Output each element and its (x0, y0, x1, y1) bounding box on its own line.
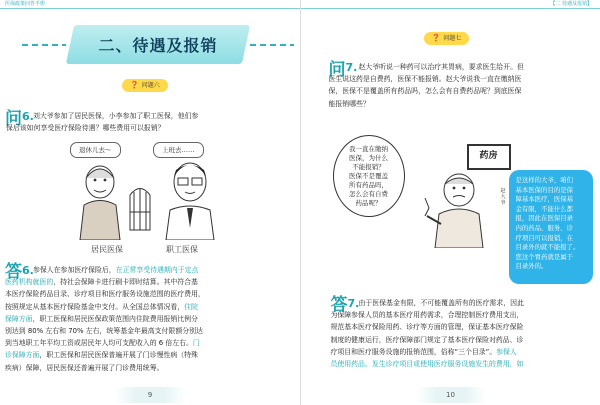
top-rule (0, 8, 300, 9)
answer-line (331, 346, 597, 358)
answer-number: 6. (22, 264, 34, 277)
answer-mark: 答 (5, 262, 22, 282)
answer-text-run: 参保人在参加医疗保险后， (33, 266, 116, 274)
doctor-reply-line: 基本医保的目的是保 (515, 185, 574, 194)
answer-text-run: 由于医保基金有限，不可能覆盖所有的医疗需求，因此 (358, 299, 524, 307)
question-mark: 问 (328, 60, 346, 80)
doctor-reply-line: 目录外的就不能报了。 (515, 243, 580, 252)
question-line: 医生说这药是自费药，医保不能报销。赵大爷说我一直在缴纳医 (328, 75, 522, 84)
question-line: 刘大爷参加了居民医保，小李参加了职工医保，他们参 (33, 112, 199, 120)
grandpa-label: 赵大爷 (500, 188, 506, 206)
answer-line (5, 349, 295, 361)
question-line: 能报销哪些？ (328, 99, 370, 108)
speech-bubble-left: 退休儿去～ (70, 142, 121, 158)
question-tag (424, 32, 470, 45)
answer-line (331, 297, 597, 309)
answer-line (5, 276, 295, 288)
highlighted-text: 住院 (184, 302, 198, 311)
answer-line (331, 321, 597, 333)
answer-text-run: 按照规定从基本医疗保险基金中支付。从全国总体情况看， (5, 302, 185, 311)
grandpa-zhao-illustration (419, 168, 497, 248)
doctor-speech-box (509, 170, 593, 284)
answer-text-run: 制度的健康运行，医疗保障部门规定了基本医疗保险对药品、诊 (330, 335, 524, 344)
question-text (328, 61, 599, 110)
pharmacy-sign: 药房 (467, 144, 511, 170)
answer-text-run: 疗项目和医疗服务设施的报销范围，俗称“三个目录”。 (330, 347, 497, 356)
answer-text (331, 297, 597, 370)
question-number: 6. (22, 110, 34, 123)
answer-line (5, 288, 295, 300)
thought-line: 药品呢？ (355, 198, 382, 207)
answer-text-run: 别达到 80% 左右和 70% 左右，统筹基金年最高支付限额分别达 (5, 327, 203, 336)
right-page (301, 0, 600, 405)
thought-line: 我一直在缴纳 (349, 144, 388, 153)
thought-line: 医保不是覆盖 (349, 171, 388, 180)
answer-text (5, 264, 295, 374)
answer-line (331, 309, 597, 321)
question-line: 保，医保不是覆盖所有药品吗，怎么会有自费药品呢？到底医保 (328, 87, 522, 96)
old-man-with-birdcage-illustration (70, 160, 160, 240)
question-tag-label: 问题六 (141, 82, 160, 89)
question-text (6, 110, 295, 134)
title-dash-right (250, 44, 294, 46)
question-tag (122, 79, 168, 92)
question-line: 赵大爷听说一种药可以治疗其胃病，要求医生给开。但 (358, 63, 524, 71)
doctor-reply-line: 目录外的。 (515, 262, 548, 271)
speech-bubble-right: 上班去…… (153, 142, 204, 158)
doctor-reply-line: 障基本医疗，医保基 (515, 195, 574, 204)
question-line: 保后该如何享受医疗保险待遇？哪些费用可以报销？ (6, 124, 165, 133)
running-head-right: 【二 待遇及报销】 (550, 1, 592, 7)
answer-text-run: ，职工医保和居民医保政策范围内住院费用报销比例分 (32, 314, 198, 323)
page-number-right: 10 (416, 387, 486, 403)
answer-line (5, 325, 295, 337)
doctor-reply-line: 是这样的大爷，咱们 (515, 176, 574, 184)
caption-employee-insurance: 职工医保 (166, 245, 198, 254)
thought-line: 医保，为什么 (349, 153, 388, 162)
answer-line (5, 301, 295, 313)
answer-line (5, 313, 295, 325)
highlighted-text: 参保人 (496, 347, 517, 356)
doctor-reply-line: 金有限，不能什么都 (515, 204, 574, 213)
highlighted-text: 诊保障方面 (5, 351, 40, 360)
answer-line (331, 334, 597, 346)
running-head-left: 医保政策问答手册 (5, 1, 46, 7)
question-icon: ❓ (431, 34, 441, 42)
highlighted-text: 员使用药品、发生诊疗项目或使用医疗服务设施发生的费用，如 (330, 360, 524, 369)
top-rule (301, 8, 600, 9)
answer-text-run: ，职工医保和居民医保普遍开展了门诊慢性病（特殊 (39, 351, 198, 360)
thought-line: 不能报销？ (352, 162, 385, 171)
caption-resident-insurance: 居民医保 (91, 245, 123, 254)
page-number-left: 9 (115, 387, 185, 403)
answer-text-run: 疾病）保障，居民医保还普遍开展了门诊费用统筹。 (5, 363, 164, 372)
question-tag-label: 问题七 (443, 35, 462, 42)
question-mark: 问 (5, 109, 22, 129)
answer-number: 7. (347, 297, 360, 310)
thought-line: 所有药品吗， (349, 180, 388, 189)
highlighted-text: 保障方面 (5, 314, 33, 323)
answer-line (5, 362, 295, 374)
thought-line: 怎么会有自费 (349, 189, 388, 198)
answer-text-run: 到当地职工年平均工资或居民年人均可支配收入的 6 倍左右。 (5, 339, 193, 348)
thought-bubble (333, 135, 405, 217)
highlighted-text: 医药机构就医的 (5, 278, 54, 287)
question-number: 7. (345, 61, 358, 74)
answer-mark: 答 (330, 295, 348, 315)
title-dash-left (22, 44, 66, 46)
doctor-reply-line: 内的药品、服务、诊 (515, 223, 574, 232)
answer-line (5, 264, 295, 276)
answer-text-run: 为保障参保人员的基本医疗用药需求，合理控制医疗费用支出， (330, 311, 524, 320)
office-worker-illustration (160, 158, 220, 240)
answer-text-run: 本医疗保险药品目录、诊疗项目和医疗服务设施范围的医疗费用， (5, 290, 205, 299)
doctor-reply-line: 报，因此在医保目录 (515, 214, 574, 223)
highlighted-text: 门 (192, 339, 200, 348)
doctor-reply-line: 您这个胃药就是属于 (515, 252, 574, 261)
question-icon: ❓ (130, 81, 139, 89)
highlighted-text: 在正常享受待遇期内于定点 (115, 266, 199, 274)
answer-line (331, 358, 597, 370)
section-title: 二、待遇及报销 (98, 36, 218, 55)
answer-text-run: ，持社会保障卡进行刷卡即时结算。其中符合基 (53, 278, 198, 287)
doctor-reply-line: 疗项目可以报销，在 (515, 233, 574, 242)
answer-line (5, 337, 295, 349)
answer-text-run: 规范基本医疗保险用药、诊疗等方面的管理，保证基本医疗保险 (330, 323, 524, 332)
